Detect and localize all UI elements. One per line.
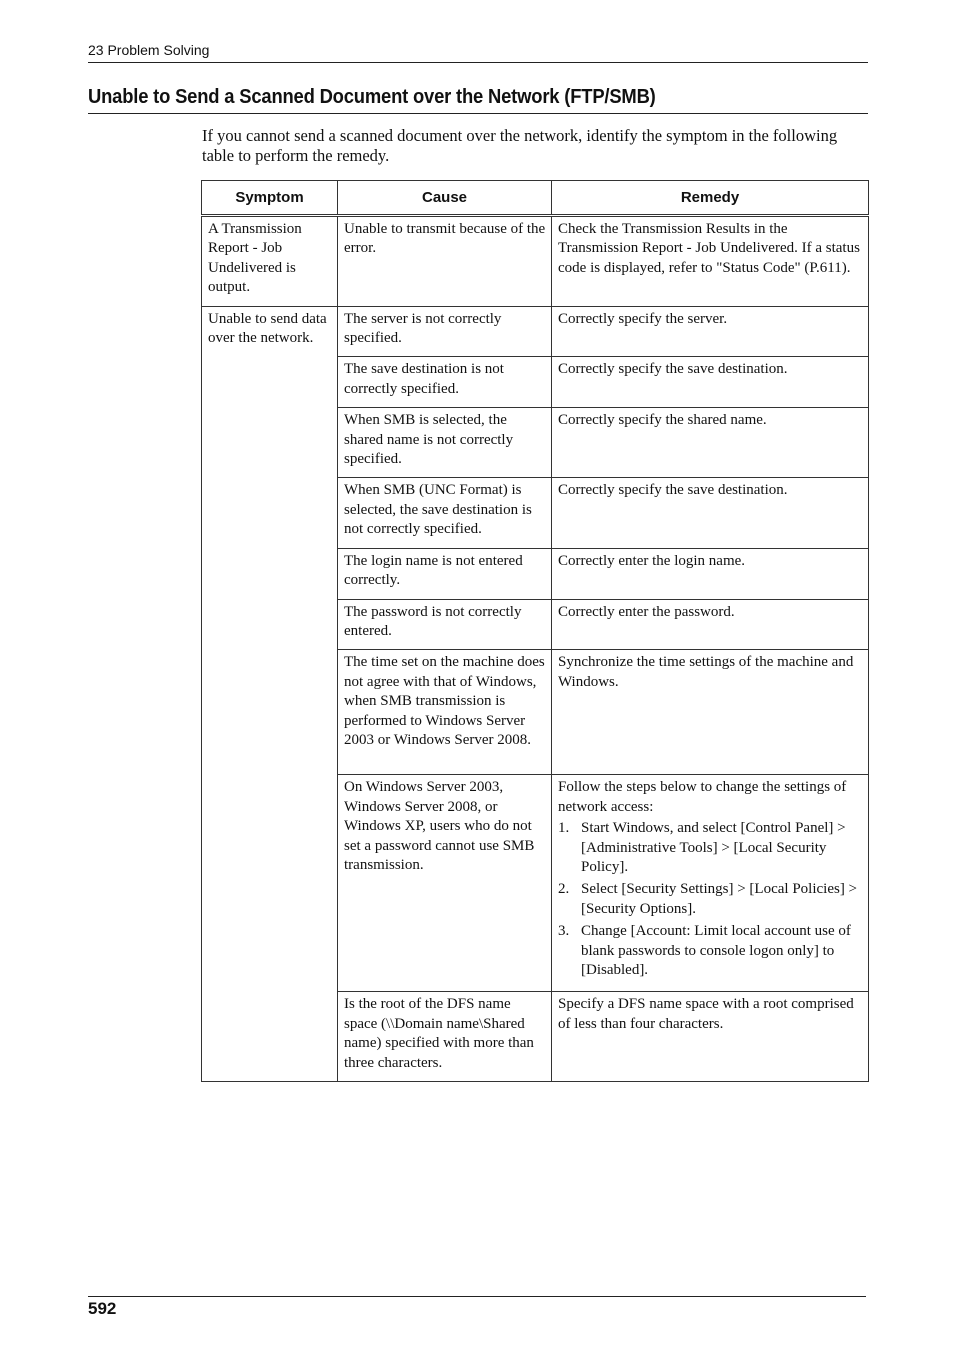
cause-text: The save destination is not correctly specified. bbox=[344, 361, 504, 397]
symptom-text: A Transmission Report - Job Undelivered is output. bbox=[208, 221, 302, 296]
cause-text: The login name is not entered correctly. bbox=[344, 552, 523, 589]
step-number: 3. bbox=[558, 923, 570, 940]
remedy-text: Correctly enter the password. bbox=[558, 603, 735, 620]
step-item bbox=[558, 922, 863, 980]
header-remedy: Remedy bbox=[552, 181, 869, 216]
cause-cell bbox=[338, 306, 552, 357]
table-row bbox=[202, 306, 869, 357]
intro-paragraph: If you cannot send a scanned document over the network, identify the symptom in the following table to perform the remedy. bbox=[202, 126, 838, 165]
cause-cell bbox=[338, 650, 552, 775]
cause-text: When SMB is selected, the shared name is not correctly specified. bbox=[344, 412, 514, 468]
cause-cell bbox=[338, 478, 552, 548]
remedy-cell bbox=[552, 478, 869, 548]
header-cause: Cause bbox=[338, 181, 552, 216]
remedy-cell bbox=[552, 408, 869, 478]
cause-cell bbox=[338, 775, 552, 992]
remedy-text: Correctly enter the login name. bbox=[558, 552, 746, 569]
page-title: Unable to Send a Scanned Document over the Network (FTP/SMB) bbox=[88, 86, 656, 108]
remedy-steps-block bbox=[552, 775, 868, 991]
remedy-cell bbox=[552, 599, 869, 650]
step-number: 2. bbox=[558, 881, 570, 898]
step-text: Select [Security Settings] > [Local Policies] > [Security Options]. bbox=[581, 881, 858, 917]
symptom-text: Unable to send data over the network. bbox=[208, 310, 327, 347]
symptom-cell bbox=[202, 306, 338, 1081]
problem-solving-table bbox=[201, 180, 869, 1082]
cause-text: The time set on the machine does not agree with that of Windows, when SMB transmission is performed to Windows Server 2003 or Windows Server 2008. bbox=[344, 654, 545, 748]
remedy-cell bbox=[552, 548, 869, 599]
cause-text: The password is not correctly entered. bbox=[344, 603, 522, 639]
remedy-text: Correctly specify the save destination. bbox=[558, 361, 788, 378]
chapter-header: 23 Problem Solving bbox=[88, 42, 210, 58]
remedy-text: Follow the steps below to change the settings of network access: bbox=[558, 779, 847, 815]
step-text: Start Windows, and select [Control Panel] > [Administrative Tools] > [Local Security Policy]. bbox=[581, 820, 846, 875]
cause-text: When SMB (UNC Format) is selected, the save destination is not correctly specified. bbox=[344, 482, 532, 538]
cause-text: The server is not correctly specified. bbox=[344, 310, 502, 347]
cause-cell bbox=[338, 216, 552, 307]
remedy-cell bbox=[552, 992, 869, 1082]
remedy-text: Correctly specify the shared name. bbox=[558, 412, 767, 429]
title-divider bbox=[88, 113, 868, 114]
header-divider bbox=[88, 62, 868, 63]
table-row bbox=[202, 216, 869, 307]
remedy-cell bbox=[552, 216, 869, 307]
cause-cell bbox=[338, 357, 552, 408]
cause-text: Unable to transmit because of the error. bbox=[344, 221, 546, 257]
steps-list bbox=[558, 819, 863, 980]
cause-cell bbox=[338, 408, 552, 478]
cause-cell bbox=[338, 992, 552, 1082]
remedy-text: Correctly specify the save destination. bbox=[558, 482, 788, 499]
page-number: 592 bbox=[88, 1299, 117, 1318]
remedy-cell bbox=[552, 775, 869, 992]
symptom-cell bbox=[202, 216, 338, 307]
footer-divider bbox=[88, 1296, 866, 1297]
remedy-text: Synchronize the time settings of the machine and Windows. bbox=[558, 654, 854, 690]
step-number: 1. bbox=[558, 820, 570, 837]
step-text: Change [Account: Limit local account use of blank passwords to console logon only] to [Disabled]. bbox=[581, 923, 851, 978]
remedy-cell bbox=[552, 650, 869, 775]
table-header-row bbox=[202, 181, 869, 216]
remedy-cell bbox=[552, 357, 869, 408]
remedy-text: Specify a DFS name space with a root comprised of less than four characters. bbox=[558, 996, 854, 1032]
cause-cell bbox=[338, 548, 552, 599]
remedy-cell bbox=[552, 306, 869, 357]
header-symptom: Symptom bbox=[202, 181, 338, 216]
cause-cell bbox=[338, 599, 552, 650]
cause-text: Is the root of the DFS name space (\\Domain name\Shared name) specified with more than three characters. bbox=[344, 996, 534, 1071]
step-item bbox=[558, 819, 863, 877]
step-item bbox=[558, 880, 863, 919]
remedy-text: Correctly specify the server. bbox=[558, 310, 728, 327]
cause-text: On Windows Server 2003, Windows Server 2008, or Windows XP, users who do not set a password cannot use SMB transmission. bbox=[344, 779, 535, 873]
remedy-text: Check the Transmission Results in the Transmission Report - Job Undelivered. If a status code is displayed, refer to "Status Code" (P.611). bbox=[558, 221, 860, 276]
